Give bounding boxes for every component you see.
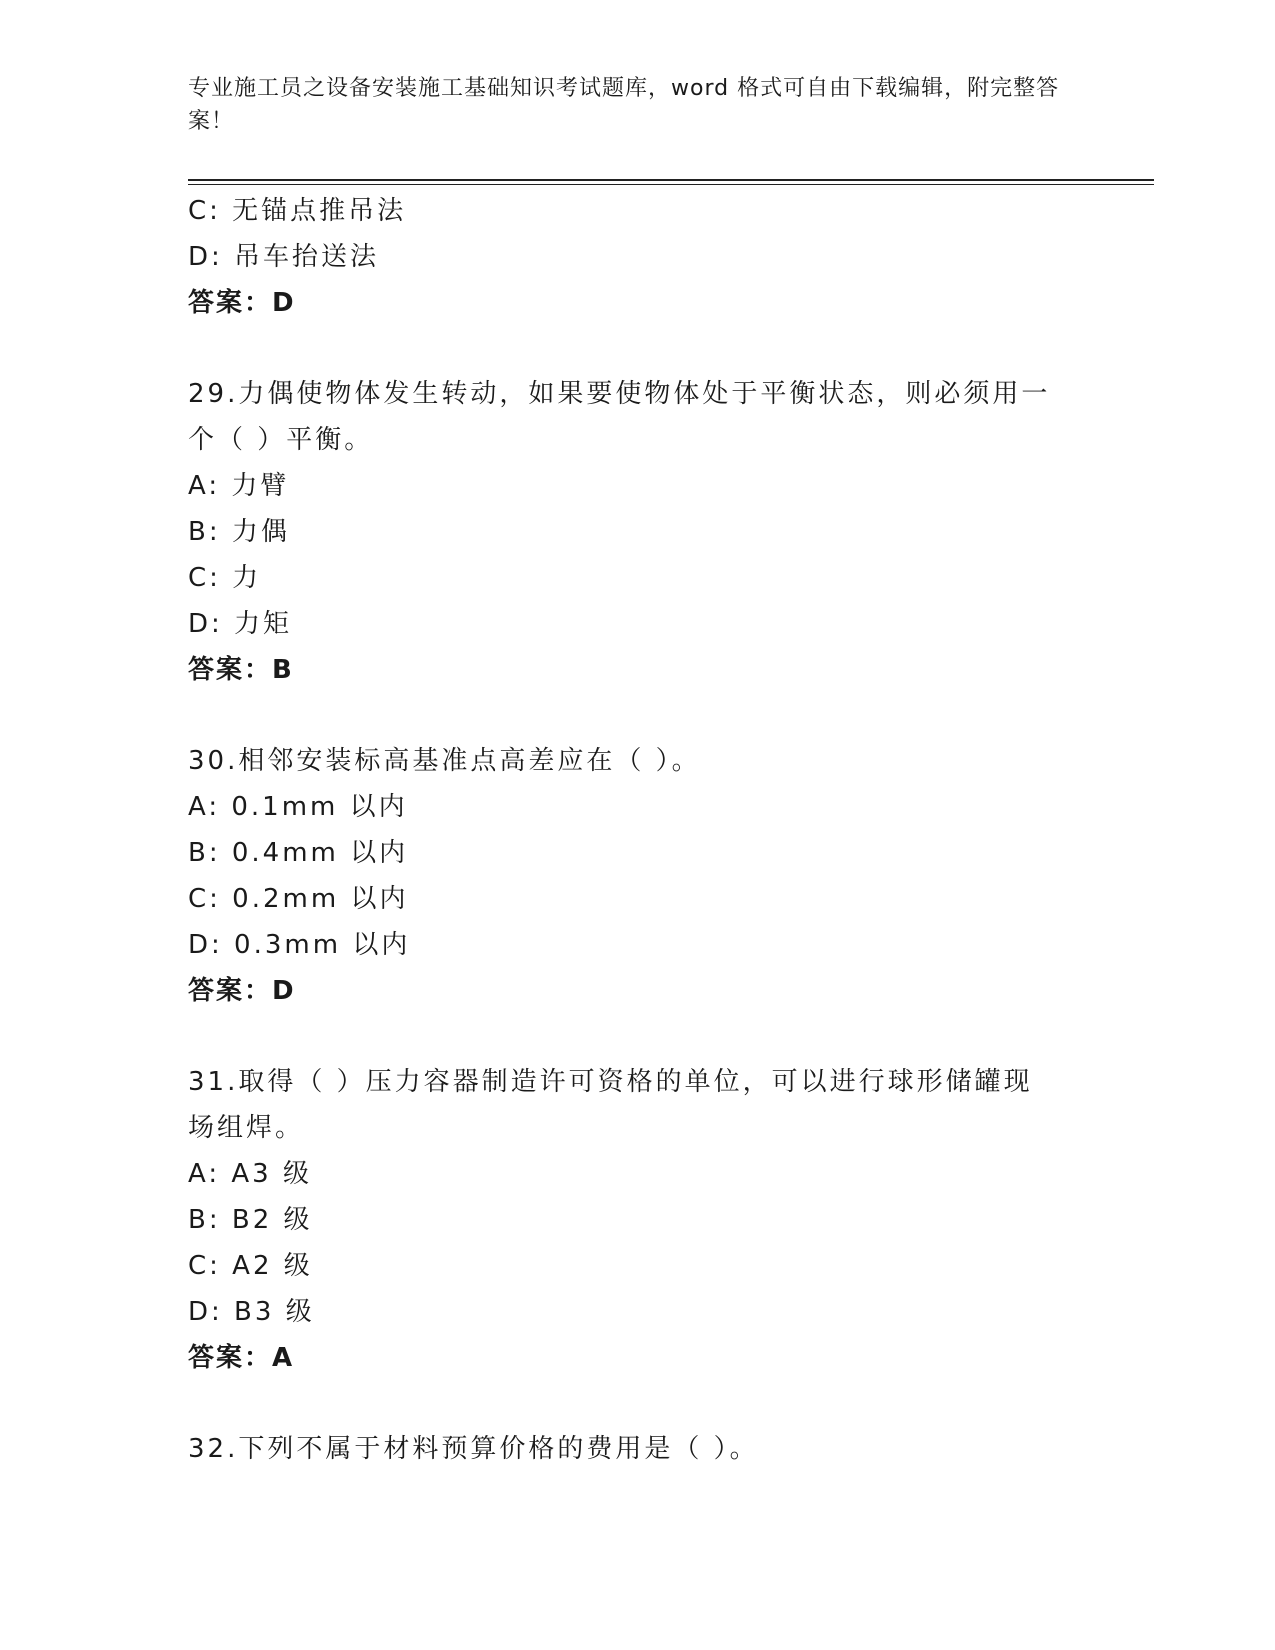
option-a: A: A3 级 — [188, 1159, 312, 1189]
header-divider-thick — [188, 179, 1154, 181]
option-a: A: 力臂 — [188, 471, 290, 501]
option-c: C: 无锚点推吊法 — [188, 196, 407, 226]
option-b: B: 0.4mm 以内 — [188, 838, 409, 868]
option-c: C: 力 — [188, 563, 262, 593]
option-b: B: B2 级 — [188, 1205, 313, 1235]
answer-line: 答案：A — [188, 1343, 295, 1373]
option-d: D: 0.3mm 以内 — [188, 930, 411, 960]
question-content — [188, 188, 1088, 1472]
question-stem: 32.下列不属于材料预算价格的费用是（ ）。 — [188, 1434, 759, 1464]
option-d: D: 吊车抬送法 — [188, 242, 380, 272]
question-stem: 30.相邻安装标高基准点高差应在（ ）。 — [188, 746, 701, 776]
question-32 — [188, 1426, 1088, 1472]
option-d: D: B3 级 — [188, 1297, 315, 1327]
answer-line: 答案：D — [188, 976, 296, 1006]
leading-question-fragment — [188, 188, 1088, 326]
answer-line: 答案：D — [188, 288, 296, 318]
option-d: D: 力矩 — [188, 609, 293, 639]
option-c: C: A2 级 — [188, 1251, 313, 1281]
option-a: A: 0.1mm 以内 — [188, 792, 408, 822]
question-30 — [188, 738, 1088, 1014]
question-stem: 29.力偶使物体发生转动，如果要使物体处于平衡状态，则必须用一个（ ）平衡。 — [188, 379, 1051, 455]
question-31 — [188, 1059, 1088, 1381]
document-header: 专业施工员之设备安装施工基础知识考试题库，word 格式可自由下载编辑，附完整答案！ — [188, 76, 1060, 134]
answer-line: 答案：B — [188, 655, 294, 685]
option-c: C: 0.2mm 以内 — [188, 884, 409, 914]
header-divider-thin — [188, 184, 1154, 185]
question-stem: 31.取得（ ）压力容器制造许可资格的单位，可以进行球形储罐现场组焊。 — [188, 1067, 1033, 1143]
option-b: B: 力偶 — [188, 517, 290, 547]
question-29 — [188, 371, 1088, 693]
